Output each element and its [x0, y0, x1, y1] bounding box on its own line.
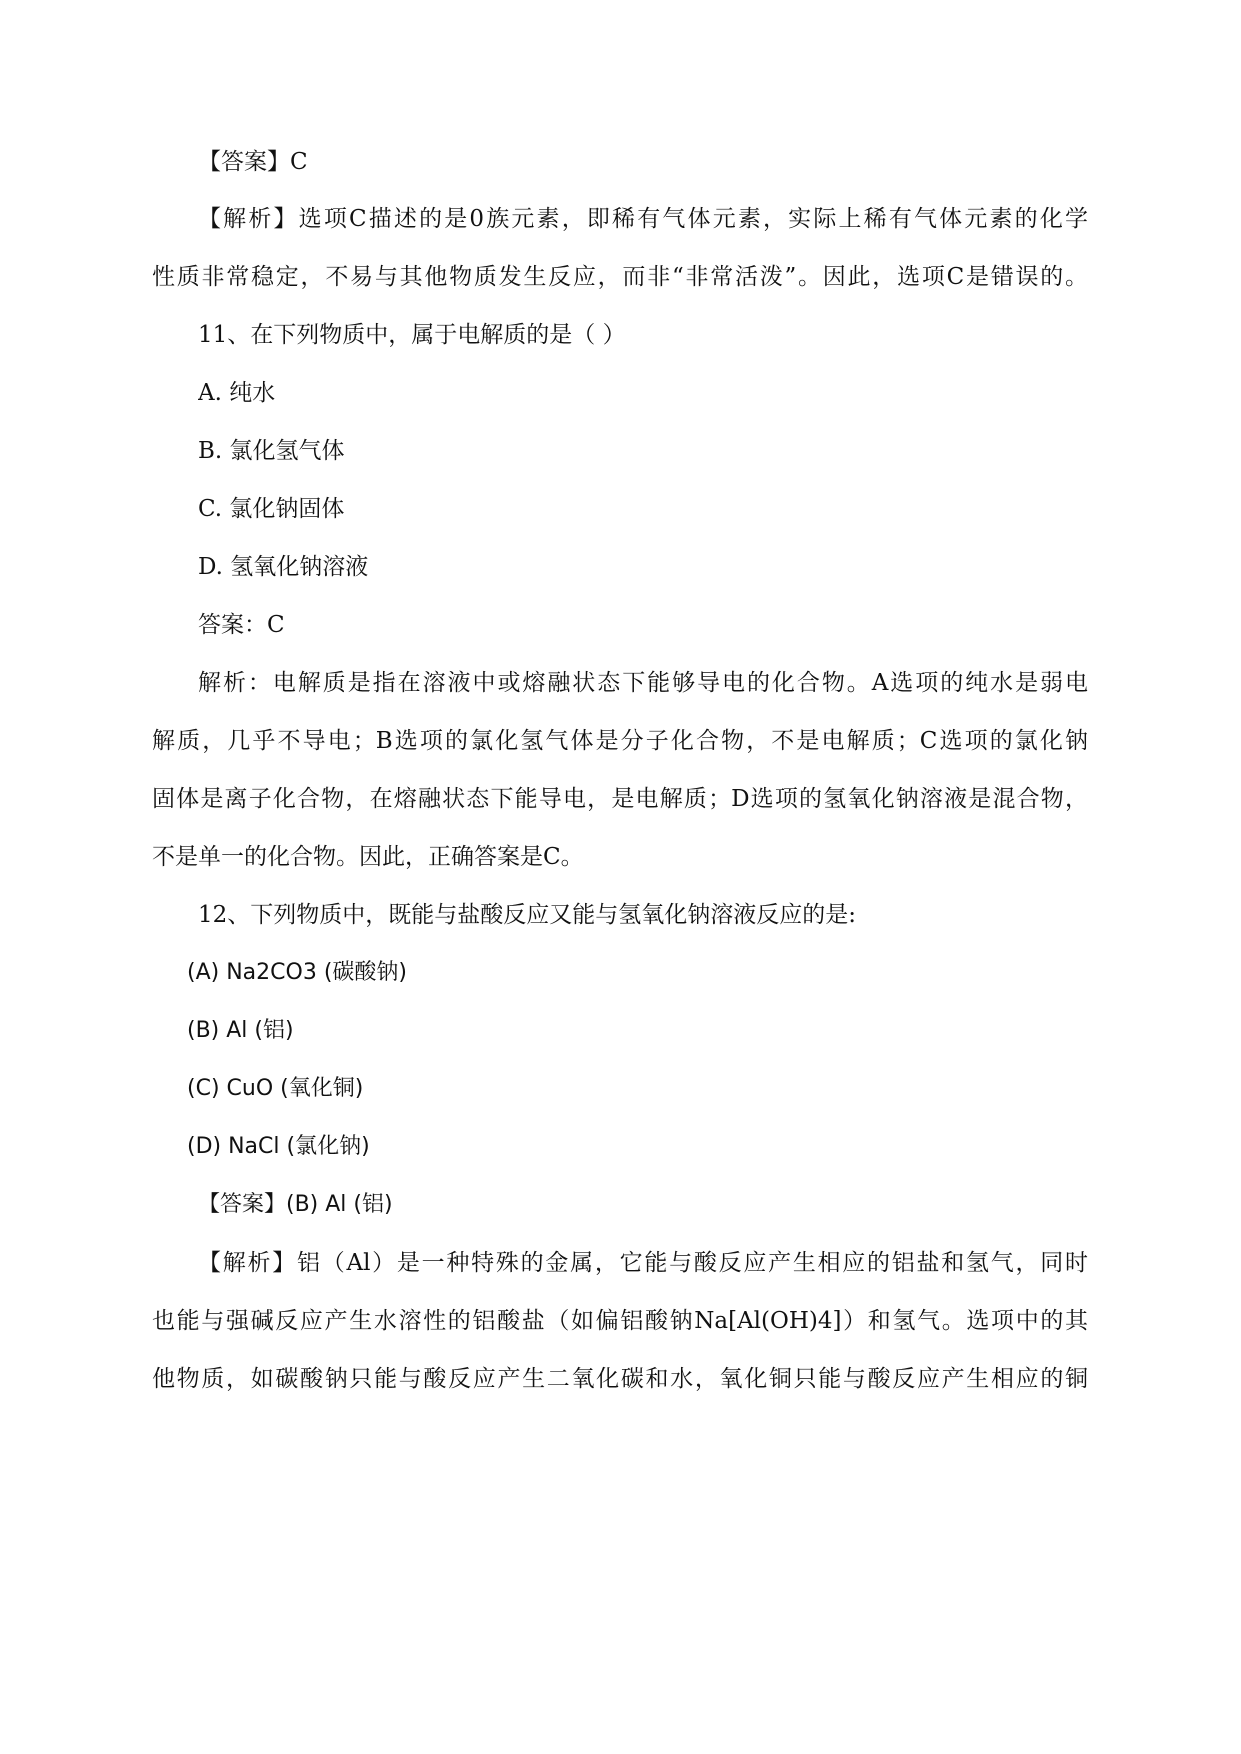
q12-question: 12、下列物质中，既能与盐酸反应又能与氢氧化钠溶液反应的是:	[198, 902, 857, 928]
q11-analysis-line-2: 解质，几乎不导电；B选项的氯化氢气体是分子化合物，不是电解质；C选项的氯化钠	[152, 728, 1088, 754]
q11-option-b: B. 氯化氢气体	[198, 438, 345, 464]
q12-analysis-line-3: 他物质，如碳酸钠只能与酸反应产生二氧化碳和水，氧化铜只能与酸反应产生相应的铜	[152, 1366, 1088, 1392]
q11-analysis-line-3: 固体是离子化合物，在熔融状态下能导电，是电解质；D选项的氢氧化钠溶液是混合物，	[152, 786, 1088, 812]
q11-option-d: D. 氢氧化钠溶液	[198, 554, 369, 580]
q12-analysis-line-1: 【解析】铝（Al）是一种特殊的金属，它能与酸反应产生相应的铝盐和氢气，同时	[198, 1250, 1088, 1276]
q10-analysis-line-2: 性质非常稳定，不易与其他物质发生反应，而非“非常活泼”。因此，选项C是错误的。	[152, 264, 1088, 290]
q11-answer: 答案：C	[198, 612, 285, 638]
q11-question: 11、在下列物质中，属于电解质的是（ ）	[198, 322, 626, 348]
q12-answer: 【答案】(B) Al (铝)	[198, 1192, 393, 1217]
q12-option-a: (A) Na2CO3 (碳酸钠)	[187, 960, 407, 985]
q12-option-d: (D) NaCl (氯化钠)	[187, 1134, 370, 1159]
q12-analysis-line-2: 也能与强碱反应产生水溶性的铝酸盐（如偏铝酸钠Na[Al(OH)4]）和氢气。选项中的其	[152, 1308, 1088, 1334]
q10-answer: 【答案】C	[198, 149, 308, 175]
q12-option-c: (C) CuO (氧化铜)	[187, 1076, 364, 1101]
q11-analysis-line-1: 解析：电解质是指在溶液中或熔融状态下能够导电的化合物。A选项的纯水是弱电	[198, 670, 1088, 696]
q11-option-a: A. 纯水	[198, 380, 276, 406]
q12-option-b: (B) Al (铝)	[187, 1018, 294, 1043]
q10-analysis-line-1: 【解析】选项C描述的是0族元素，即稀有气体元素，实际上稀有气体元素的化学	[198, 206, 1088, 232]
q11-analysis-line-4: 不是单一的化合物。因此，正确答案是C。	[152, 844, 584, 870]
q11-option-c: C. 氯化钠固体	[198, 496, 345, 522]
